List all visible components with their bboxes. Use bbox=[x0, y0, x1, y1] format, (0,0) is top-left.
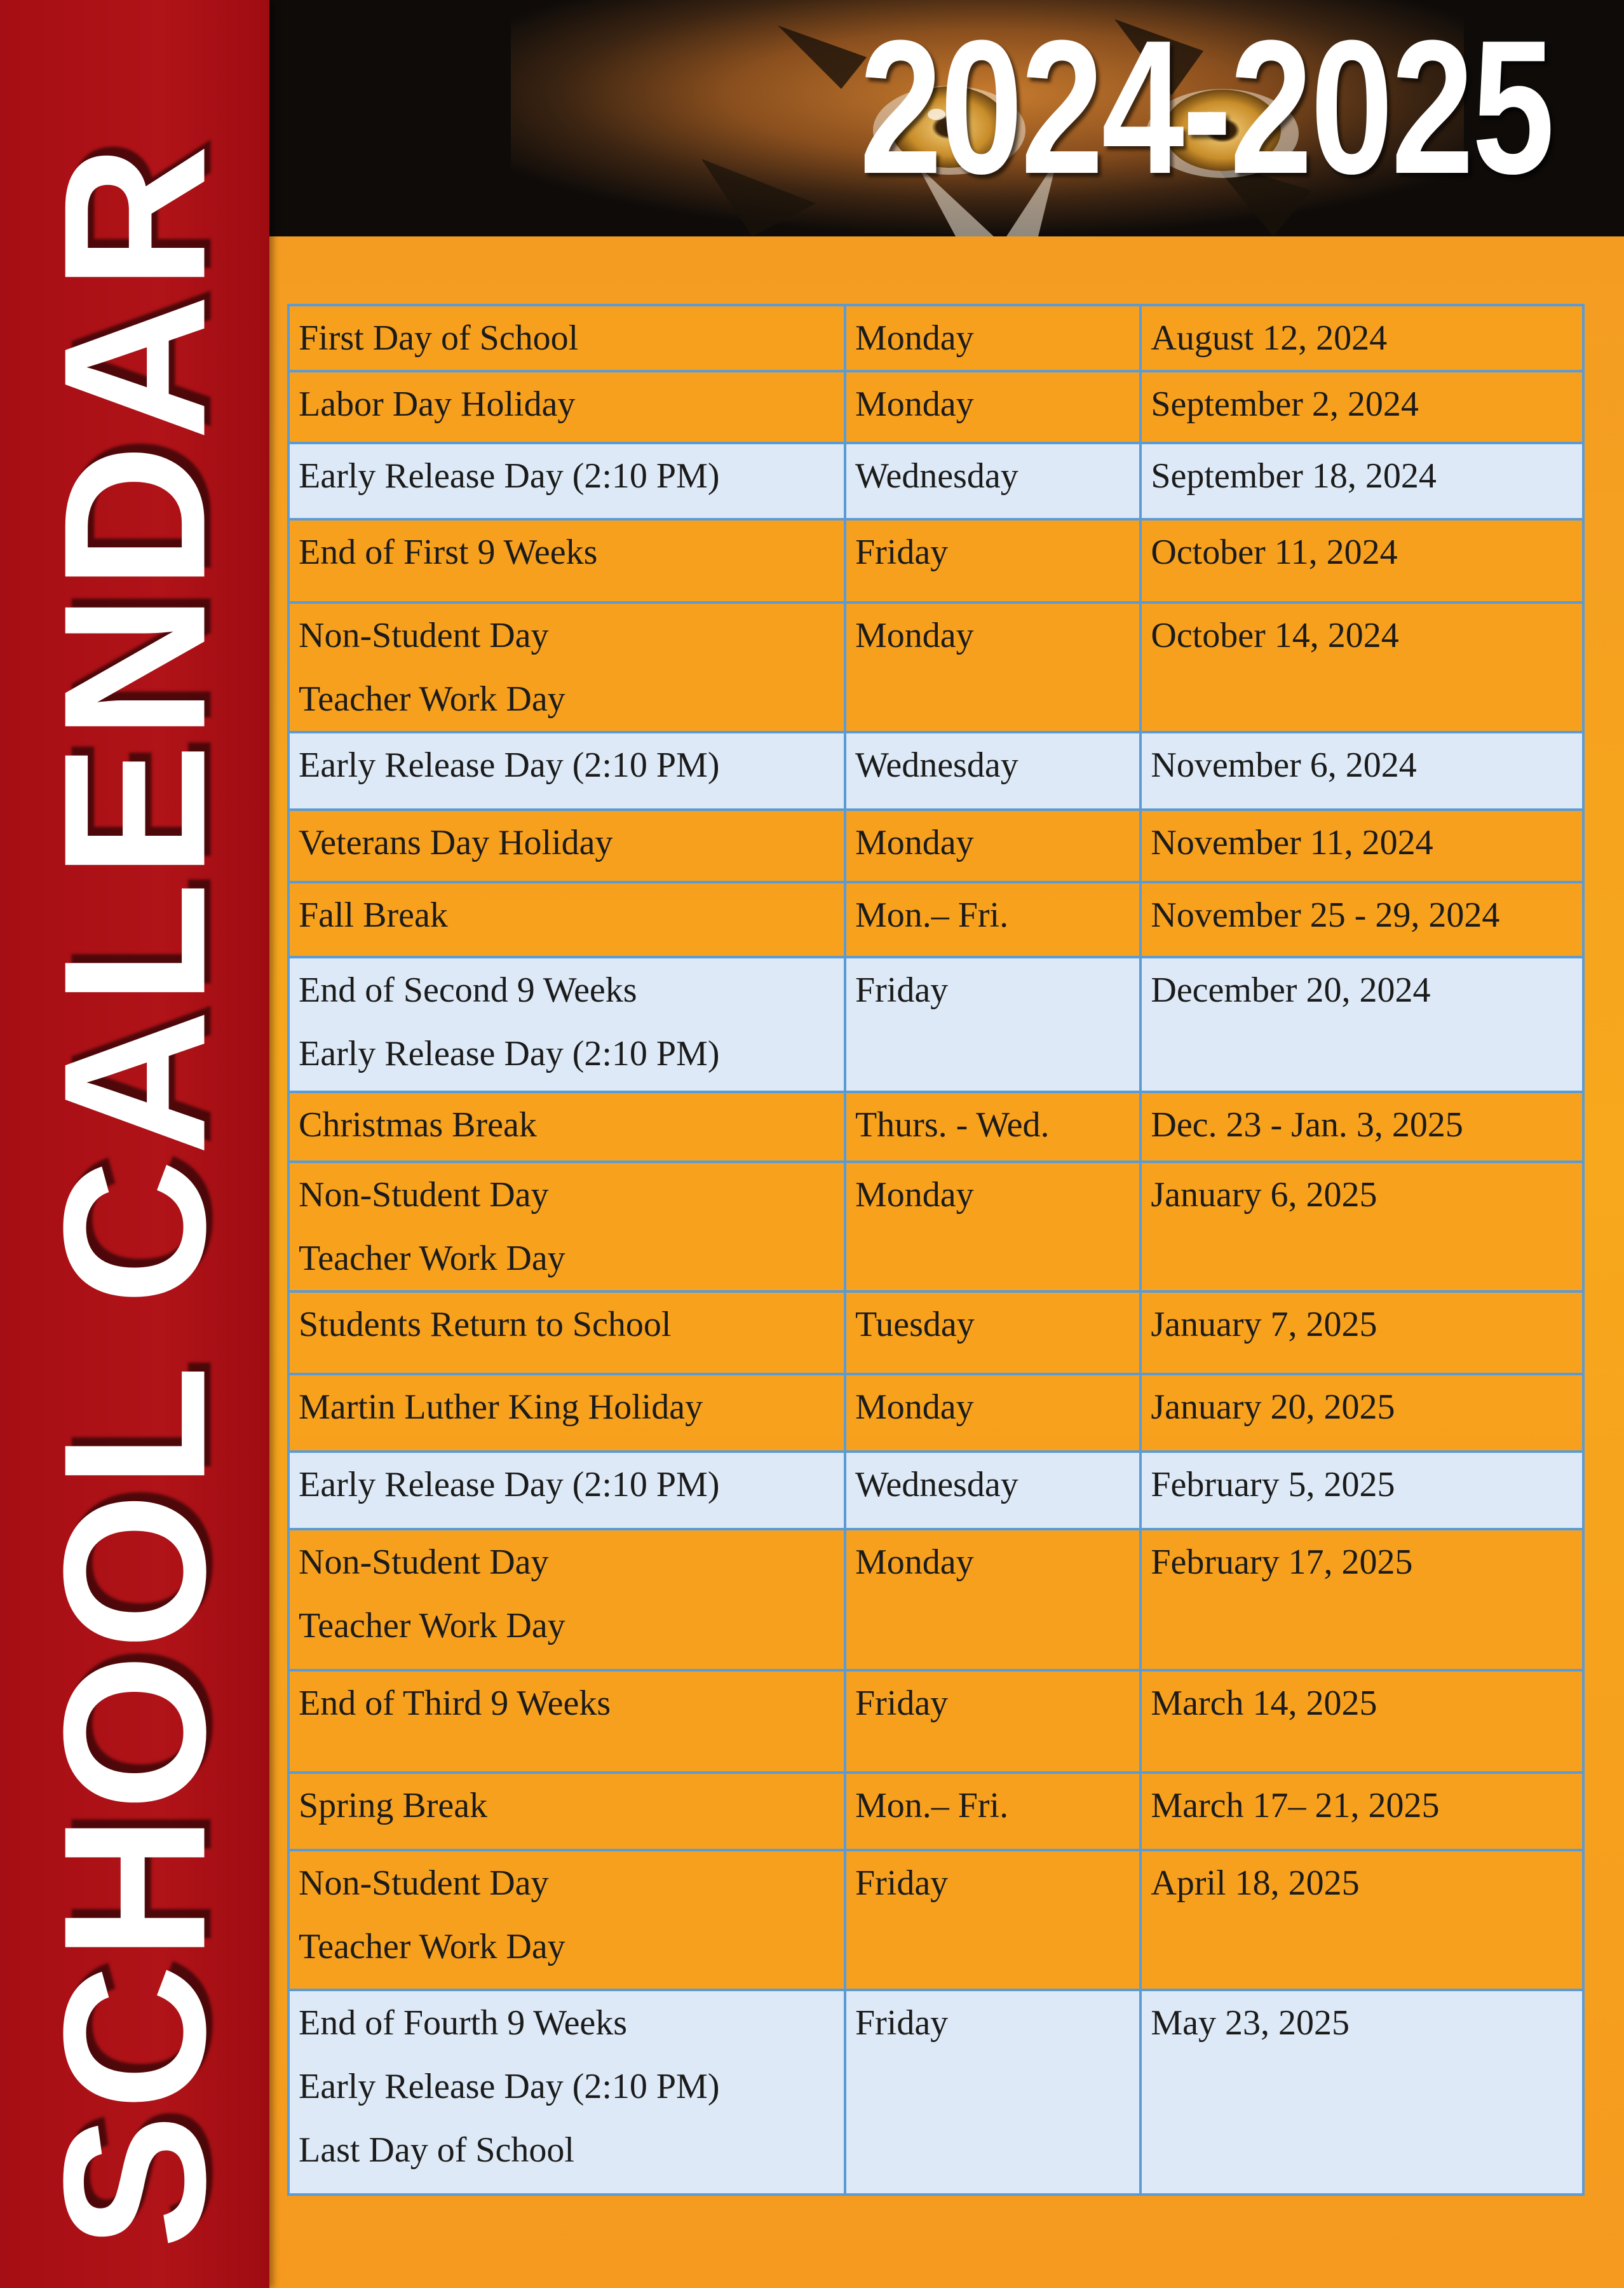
day-cell bbox=[845, 1670, 1140, 1773]
event-cell bbox=[288, 1773, 845, 1850]
day-cell bbox=[845, 1162, 1140, 1291]
event-cell bbox=[288, 882, 845, 957]
date-cell bbox=[1140, 1092, 1583, 1162]
event-name: Teacher Work Day bbox=[299, 1927, 565, 1966]
event-name: Veterans Day Holiday bbox=[299, 823, 613, 862]
day-of-week: Mon.– Fri. bbox=[855, 1786, 1009, 1825]
event-name: Teacher Work Day bbox=[299, 1239, 565, 1278]
calendar-row bbox=[288, 371, 1583, 443]
date-cell bbox=[1140, 732, 1583, 810]
date-cell bbox=[1140, 1374, 1583, 1452]
event-cell bbox=[288, 371, 845, 443]
event-cell bbox=[288, 1529, 845, 1670]
day-cell bbox=[845, 1773, 1140, 1850]
calendar-row bbox=[288, 957, 1583, 1092]
day-of-week: Monday bbox=[855, 823, 974, 862]
event-name: Non-Student Day bbox=[299, 1542, 549, 1582]
event-name: Teacher Work Day bbox=[299, 1606, 565, 1645]
date-cell bbox=[1140, 1773, 1583, 1850]
date-cell bbox=[1140, 1162, 1583, 1291]
event-name: Early Release Day (2:10 PM) bbox=[299, 2067, 720, 2106]
day-of-week: Friday bbox=[855, 1863, 949, 1903]
calendar-row bbox=[288, 1092, 1583, 1162]
event-date: September 18, 2024 bbox=[1151, 456, 1437, 496]
event-cell bbox=[288, 1374, 845, 1452]
day-cell bbox=[845, 957, 1140, 1092]
calendar-row bbox=[288, 1162, 1583, 1291]
day-of-week: Wednesday bbox=[855, 1465, 1018, 1504]
event-cell bbox=[288, 519, 845, 603]
event-name: Martin Luther King Holiday bbox=[299, 1387, 703, 1427]
date-cell bbox=[1140, 1452, 1583, 1529]
event-name: Teacher Work Day bbox=[299, 679, 565, 719]
calendar-row bbox=[288, 1452, 1583, 1529]
event-name: Spring Break bbox=[299, 1786, 488, 1825]
sidebar bbox=[0, 0, 269, 2288]
day-of-week: Monday bbox=[855, 616, 974, 655]
day-of-week: Monday bbox=[855, 318, 974, 358]
event-cell bbox=[288, 1162, 845, 1291]
event-name: Fall Break bbox=[299, 895, 448, 935]
calendar-table bbox=[287, 304, 1585, 2196]
date-cell bbox=[1140, 305, 1583, 371]
event-cell bbox=[288, 1990, 845, 2195]
day-cell bbox=[845, 1092, 1140, 1162]
event-name: Students Return to School bbox=[299, 1305, 672, 1344]
event-date: November 6, 2024 bbox=[1151, 746, 1417, 785]
day-of-week: Mon.– Fri. bbox=[855, 895, 1009, 935]
event-date: August 12, 2024 bbox=[1151, 318, 1388, 358]
day-cell bbox=[845, 1374, 1140, 1452]
calendar-row bbox=[288, 1990, 1583, 2195]
event-name: Early Release Day (2:10 PM) bbox=[299, 456, 720, 496]
event-name: Non-Student Day bbox=[299, 1175, 549, 1215]
date-cell bbox=[1140, 1291, 1583, 1374]
day-cell bbox=[845, 603, 1140, 732]
event-date: January 7, 2025 bbox=[1151, 1305, 1377, 1344]
day-cell bbox=[845, 1529, 1140, 1670]
event-name: Early Release Day (2:10 PM) bbox=[299, 1034, 720, 1073]
calendar-row bbox=[288, 1291, 1583, 1374]
day-cell bbox=[845, 443, 1140, 519]
header-banner bbox=[269, 0, 1624, 236]
calendar-row bbox=[288, 1374, 1583, 1452]
event-date: January 20, 2025 bbox=[1151, 1387, 1395, 1427]
day-cell bbox=[845, 1291, 1140, 1374]
year-title: 2024-2025 bbox=[860, 0, 1553, 214]
event-cell bbox=[288, 603, 845, 732]
calendar-row bbox=[288, 1850, 1583, 1990]
event-date: January 6, 2025 bbox=[1151, 1175, 1377, 1215]
day-cell bbox=[845, 371, 1140, 443]
event-cell bbox=[288, 1850, 845, 1990]
calendar-row bbox=[288, 1670, 1583, 1773]
event-name: End of Fourth 9 Weeks bbox=[299, 2003, 628, 2043]
day-of-week: Tuesday bbox=[855, 1305, 975, 1344]
calendar-row bbox=[288, 1529, 1583, 1670]
event-cell bbox=[288, 1670, 845, 1773]
event-date: April 18, 2025 bbox=[1151, 1863, 1360, 1903]
event-date: September 2, 2024 bbox=[1151, 385, 1419, 424]
calendar-row bbox=[288, 603, 1583, 732]
event-cell bbox=[288, 305, 845, 371]
event-name: End of Second 9 Weeks bbox=[299, 970, 637, 1010]
event-name: Last Day of School bbox=[299, 2130, 574, 2170]
event-cell bbox=[288, 1452, 845, 1529]
date-cell bbox=[1140, 1990, 1583, 2195]
day-cell bbox=[845, 1990, 1140, 2195]
calendar-row bbox=[288, 882, 1583, 957]
day-cell bbox=[845, 1452, 1140, 1529]
event-cell bbox=[288, 1291, 845, 1374]
date-cell bbox=[1140, 1850, 1583, 1990]
day-cell bbox=[845, 882, 1140, 957]
date-cell bbox=[1140, 1529, 1583, 1670]
event-cell bbox=[288, 810, 845, 882]
event-date: March 14, 2025 bbox=[1151, 1684, 1377, 1723]
event-date: February 17, 2025 bbox=[1151, 1542, 1413, 1582]
day-of-week: Monday bbox=[855, 1175, 974, 1215]
date-cell bbox=[1140, 957, 1583, 1092]
event-cell bbox=[288, 1092, 845, 1162]
calendar-row bbox=[288, 519, 1583, 603]
event-name: Non-Student Day bbox=[299, 1863, 549, 1903]
calendar-row bbox=[288, 732, 1583, 810]
day-of-week: Wednesday bbox=[855, 456, 1018, 496]
event-date: October 14, 2024 bbox=[1151, 616, 1399, 655]
event-date: Dec. 23 - Jan. 3, 2025 bbox=[1151, 1105, 1463, 1145]
event-date: March 17– 21, 2025 bbox=[1151, 1786, 1440, 1825]
calendar-row bbox=[288, 443, 1583, 519]
event-cell bbox=[288, 443, 845, 519]
event-name: First Day of School bbox=[299, 318, 579, 358]
day-of-week: Monday bbox=[855, 1542, 974, 1582]
event-name: End of First 9 Weeks bbox=[299, 533, 598, 572]
day-of-week: Friday bbox=[855, 970, 949, 1010]
calendar-body bbox=[288, 305, 1583, 2195]
date-cell bbox=[1140, 1670, 1583, 1773]
date-cell bbox=[1140, 882, 1583, 957]
calendar-row bbox=[288, 305, 1583, 371]
day-of-week: Monday bbox=[855, 385, 974, 424]
event-name: End of Third 9 Weeks bbox=[299, 1684, 611, 1723]
event-name: Early Release Day (2:10 PM) bbox=[299, 1465, 720, 1504]
date-cell bbox=[1140, 443, 1583, 519]
day-of-week: Monday bbox=[855, 1387, 974, 1427]
day-of-week: Thurs. - Wed. bbox=[855, 1105, 1050, 1145]
event-date: December 20, 2024 bbox=[1151, 970, 1431, 1010]
event-name: Christmas Break bbox=[299, 1105, 537, 1145]
day-cell bbox=[845, 810, 1140, 882]
date-cell bbox=[1140, 603, 1583, 732]
date-cell bbox=[1140, 371, 1583, 443]
sidebar-title: SCHOOL CALENDAR bbox=[22, 140, 248, 2249]
event-date: October 11, 2024 bbox=[1151, 533, 1398, 572]
calendar-row bbox=[288, 810, 1583, 882]
event-date: February 5, 2025 bbox=[1151, 1465, 1395, 1504]
day-cell bbox=[845, 732, 1140, 810]
event-cell bbox=[288, 732, 845, 810]
event-name: Labor Day Holiday bbox=[299, 385, 576, 424]
event-name: Non-Student Day bbox=[299, 616, 549, 655]
day-of-week: Friday bbox=[855, 533, 949, 572]
day-cell bbox=[845, 519, 1140, 603]
event-cell bbox=[288, 957, 845, 1092]
calendar-row bbox=[288, 1773, 1583, 1850]
event-name: Early Release Day (2:10 PM) bbox=[299, 746, 720, 785]
event-date: November 25 - 29, 2024 bbox=[1151, 895, 1500, 935]
day-cell bbox=[845, 1850, 1140, 1990]
date-cell bbox=[1140, 810, 1583, 882]
day-of-week: Wednesday bbox=[855, 746, 1018, 785]
day-cell bbox=[845, 305, 1140, 371]
event-date: November 11, 2024 bbox=[1151, 823, 1433, 862]
event-date: May 23, 2025 bbox=[1151, 2003, 1350, 2043]
date-cell bbox=[1140, 519, 1583, 603]
day-of-week: Friday bbox=[855, 1684, 949, 1723]
day-of-week: Friday bbox=[855, 2003, 949, 2043]
